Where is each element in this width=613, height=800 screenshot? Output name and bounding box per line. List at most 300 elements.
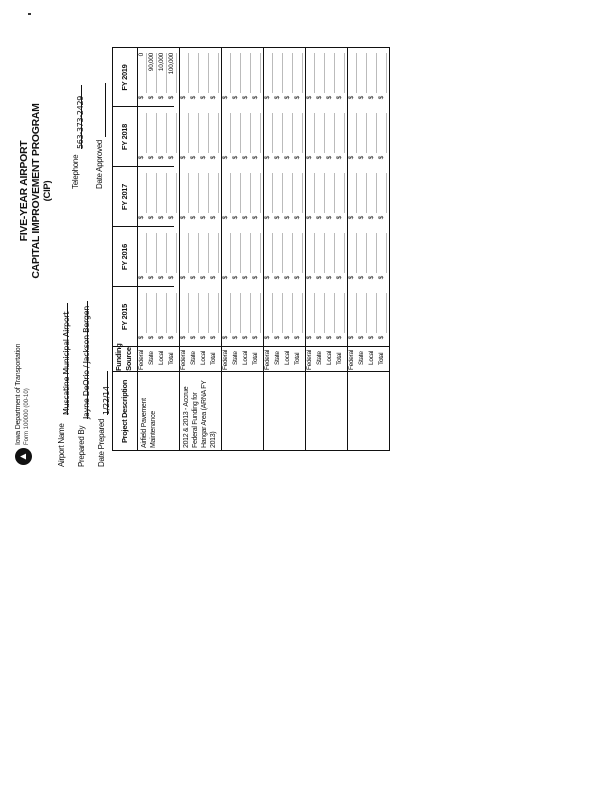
dollar-sign: $ [306, 215, 313, 220]
amount-input-line[interactable] [282, 233, 283, 273]
amount-input-line[interactable] [292, 53, 293, 93]
fy2019-amount: 90,000 [148, 53, 155, 72]
dollar-sign: $ [378, 215, 385, 220]
amount-input-line[interactable] [272, 53, 273, 93]
dollar-sign: $ [264, 215, 271, 220]
dollar-sign: $ [148, 335, 155, 340]
amount-input-line[interactable] [176, 293, 177, 333]
table-header-divider [137, 47, 138, 451]
amount-input-line[interactable] [260, 173, 261, 213]
dollar-sign: $ [190, 335, 197, 340]
dollar-sign: $ [200, 95, 207, 100]
table-top-border [112, 47, 113, 451]
amount-input-line[interactable] [376, 293, 377, 333]
dollar-sign: $ [348, 275, 355, 280]
date-approved-label: Date Approved [95, 139, 104, 189]
amount-input-line[interactable] [166, 113, 167, 153]
dollar-sign: $ [138, 155, 145, 160]
amount-input-line[interactable] [260, 293, 261, 333]
amount-input-line[interactable] [314, 113, 315, 153]
date-approved-field[interactable] [94, 83, 106, 137]
dollar-sign: $ [274, 215, 281, 220]
dollar-sign: $ [138, 215, 145, 220]
amount-input-line[interactable] [230, 53, 231, 93]
amount-input-line[interactable] [250, 53, 251, 93]
dollar-sign: $ [180, 335, 187, 340]
amount-input-line[interactable] [260, 53, 261, 93]
amount-input-line[interactable] [176, 53, 177, 93]
funding-source-label: Local [242, 350, 249, 365]
amount-input-line[interactable] [188, 233, 189, 273]
amount-input-line[interactable] [356, 293, 357, 333]
prepared-by-field[interactable] [76, 301, 91, 419]
amount-input-line[interactable] [208, 53, 209, 93]
amount-input-line[interactable] [356, 113, 357, 153]
dollar-sign: $ [242, 155, 249, 160]
amount-input-line[interactable] [146, 233, 147, 273]
amount-input-line[interactable] [156, 233, 157, 273]
dollar-sign: $ [368, 155, 375, 160]
dollar-sign: $ [284, 275, 291, 280]
dollar-sign: $ [284, 95, 291, 100]
funding-source-label: Total [294, 352, 301, 365]
dollar-sign: $ [358, 335, 365, 340]
dollar-sign: $ [168, 335, 175, 340]
amount-input-line[interactable] [292, 173, 293, 213]
scan-speck [28, 13, 31, 15]
amount-input-line[interactable] [334, 113, 335, 153]
funding-source-label: Local [284, 350, 291, 365]
dollar-sign: $ [294, 215, 301, 220]
funding-source-label: Local [326, 350, 333, 365]
amount-input-line[interactable] [386, 113, 387, 153]
dollar-sign: $ [200, 335, 207, 340]
amount-input-line[interactable] [250, 113, 251, 153]
amount-input-line[interactable] [146, 293, 147, 333]
dollar-sign: $ [306, 275, 313, 280]
amount-input-line[interactable] [334, 293, 335, 333]
amount-input-line[interactable] [272, 113, 273, 153]
funding-source-label: Federal [348, 350, 355, 370]
amount-input-line[interactable] [334, 53, 335, 93]
dollar-sign: $ [190, 215, 197, 220]
date-prepared-value: 1/22/14 [102, 386, 111, 415]
dollar-sign: $ [294, 335, 301, 340]
amount-input-line[interactable] [230, 293, 231, 333]
dollar-sign: $ [210, 155, 217, 160]
dollar-sign: $ [306, 95, 313, 100]
amount-input-line[interactable] [282, 173, 283, 213]
dollar-sign: $ [274, 275, 281, 280]
cip-form [9, 39, 569, 471]
funding-source-label: Federal [264, 350, 271, 370]
amount-input-line[interactable] [156, 53, 157, 93]
dollar-sign: $ [158, 215, 165, 220]
dollar-sign: $ [348, 95, 355, 100]
dollar-sign: $ [252, 275, 259, 280]
amount-input-line[interactable] [376, 233, 377, 273]
dollar-sign: $ [284, 215, 291, 220]
amount-input-line[interactable] [260, 113, 261, 153]
dollar-sign: $ [168, 95, 175, 100]
amount-input-line[interactable] [344, 233, 345, 273]
dollar-sign: $ [242, 215, 249, 220]
dollar-sign: $ [358, 95, 365, 100]
dollar-sign: $ [168, 215, 175, 220]
funding-source-label: Total [378, 352, 385, 365]
dollar-sign: $ [222, 335, 229, 340]
amount-input-line[interactable] [208, 173, 209, 213]
dollar-sign: $ [348, 215, 355, 220]
airport-name-label: Airport Name [57, 423, 66, 467]
form-abbrev: (CIP) [42, 180, 53, 202]
amount-input-line[interactable] [282, 113, 283, 153]
cip-table [112, 48, 389, 451]
date-prepared-field[interactable] [96, 371, 111, 415]
dollar-sign: $ [264, 275, 271, 280]
amount-input-line[interactable] [250, 293, 251, 333]
amount-input-line[interactable] [208, 113, 209, 153]
amount-input-line[interactable] [334, 233, 335, 273]
telephone-field[interactable] [70, 85, 85, 149]
dollar-sign: $ [252, 335, 259, 340]
dollar-sign: $ [378, 95, 385, 100]
amount-input-line[interactable] [146, 53, 147, 93]
dollar-sign: $ [242, 335, 249, 340]
dollar-sign: $ [368, 215, 375, 220]
amount-input-line[interactable] [282, 293, 283, 333]
dollar-sign: $ [336, 95, 343, 100]
dollar-sign: $ [168, 275, 175, 280]
dollar-sign: $ [264, 155, 271, 160]
amount-input-line[interactable] [208, 293, 209, 333]
funding-source-label: State [358, 351, 365, 365]
dollar-sign: $ [306, 335, 313, 340]
dollar-sign: $ [222, 275, 229, 280]
dollar-sign: $ [358, 215, 365, 220]
amount-input-line[interactable] [376, 113, 377, 153]
amount-input-line[interactable] [218, 53, 219, 93]
amount-input-line[interactable] [292, 293, 293, 333]
dollar-sign: $ [148, 275, 155, 280]
amount-input-line[interactable] [386, 233, 387, 273]
dollar-sign: $ [180, 215, 187, 220]
airport-name-field[interactable] [56, 303, 71, 415]
dollar-sign: $ [264, 95, 271, 100]
dollar-sign: $ [274, 95, 281, 100]
funding-source-label: Total [336, 352, 343, 365]
dollar-sign: $ [222, 155, 229, 160]
project-description: Airfield Pavement Maintenance [141, 398, 157, 448]
year-header-fy2017: FY 2017 [120, 183, 129, 211]
amount-input-line[interactable] [156, 173, 157, 213]
dollar-sign: $ [180, 155, 187, 160]
amount-input-line[interactable] [356, 173, 357, 213]
amount-input-line[interactable] [366, 233, 367, 273]
amount-input-line[interactable] [272, 173, 273, 213]
amount-input-line[interactable] [324, 233, 325, 273]
dollar-sign: $ [316, 95, 323, 100]
dollar-sign: $ [210, 275, 217, 280]
dollar-sign: $ [294, 155, 301, 160]
dollar-sign: $ [158, 275, 165, 280]
dollar-sign: $ [148, 95, 155, 100]
amount-input-line[interactable] [240, 233, 241, 273]
amount-input-line[interactable] [188, 113, 189, 153]
dollar-sign: $ [358, 155, 365, 160]
dollar-sign: $ [190, 155, 197, 160]
amount-input-line[interactable] [218, 173, 219, 213]
dollar-sign: $ [232, 335, 239, 340]
amount-input-line[interactable] [230, 113, 231, 153]
amount-input-line[interactable] [314, 173, 315, 213]
funding-source-label: Total [252, 352, 259, 365]
dollar-sign: $ [180, 275, 187, 280]
amount-input-line[interactable] [324, 173, 325, 213]
dollar-sign: $ [348, 155, 355, 160]
amount-input-line[interactable] [376, 173, 377, 213]
amount-input-line[interactable] [166, 293, 167, 333]
amount-input-line[interactable] [188, 293, 189, 333]
amount-input-line[interactable] [146, 173, 147, 213]
date-prepared-label: Date Prepared [97, 418, 106, 467]
amount-input-line[interactable] [386, 293, 387, 333]
dollar-sign: $ [210, 335, 217, 340]
dollar-sign: $ [326, 215, 333, 220]
amount-input-line[interactable] [282, 53, 283, 93]
dollar-sign: $ [284, 155, 291, 160]
amount-input-line[interactable] [260, 233, 261, 273]
dollar-sign: $ [138, 275, 145, 280]
dollar-sign: $ [242, 275, 249, 280]
project-description-header: Project Description [120, 379, 129, 444]
amount-input-line[interactable] [314, 293, 315, 333]
dollar-sign: $ [252, 155, 259, 160]
amount-input-line[interactable] [366, 293, 367, 333]
amount-input-line[interactable] [198, 233, 199, 273]
dollar-sign: $ [138, 335, 145, 340]
dollar-sign: $ [190, 95, 197, 100]
dollar-sign: $ [222, 215, 229, 220]
amount-input-line[interactable] [356, 53, 357, 93]
amount-input-line[interactable] [188, 53, 189, 93]
dollar-sign: $ [378, 155, 385, 160]
amount-input-line[interactable] [292, 233, 293, 273]
dollar-sign: $ [158, 335, 165, 340]
dollar-sign: $ [200, 215, 207, 220]
dollar-sign: $ [264, 335, 271, 340]
dollar-sign: $ [210, 95, 217, 100]
amount-input-line[interactable] [188, 173, 189, 213]
dollar-sign: $ [274, 335, 281, 340]
amount-input-line[interactable] [324, 293, 325, 333]
amount-input-line[interactable] [240, 173, 241, 213]
dollar-sign: $ [232, 155, 239, 160]
prepared-by-label: Prepared By [77, 425, 86, 467]
amount-input-line[interactable] [386, 53, 387, 93]
funding-source-label: Federal [180, 350, 187, 370]
amount-input-line[interactable] [314, 53, 315, 93]
amount-input-line[interactable] [166, 53, 167, 93]
fy2019-amount: 10,000 [158, 53, 165, 72]
amount-input-line[interactable] [366, 173, 367, 213]
funding-source-label: Total [210, 352, 217, 365]
dollar-sign: $ [326, 95, 333, 100]
amount-input-line[interactable] [198, 293, 199, 333]
funding-source-label: Local [158, 350, 165, 365]
dollar-sign: $ [336, 275, 343, 280]
dollar-sign: $ [284, 335, 291, 340]
dollar-sign: $ [232, 275, 239, 280]
year-header-fy2016: FY 2016 [120, 243, 129, 271]
amount-input-line[interactable] [198, 113, 199, 153]
amount-input-line[interactable] [250, 233, 251, 273]
agency-name: Iowa Department of Transportation [15, 343, 22, 445]
amount-input-line[interactable] [272, 293, 273, 333]
telephone-value: 563-373-2429 [76, 95, 85, 149]
amount-input-line[interactable] [156, 113, 157, 153]
amount-input-line[interactable] [176, 173, 177, 213]
dollar-sign: $ [232, 215, 239, 220]
amount-input-line[interactable] [292, 113, 293, 153]
amount-input-line[interactable] [272, 233, 273, 273]
amount-input-line[interactable] [344, 293, 345, 333]
amount-input-line[interactable] [176, 113, 177, 153]
dollar-sign: $ [222, 95, 229, 100]
amount-input-line[interactable] [366, 113, 367, 153]
amount-input-line[interactable] [324, 53, 325, 93]
amount-input-line[interactable] [218, 293, 219, 333]
amount-input-line[interactable] [208, 233, 209, 273]
dot-logo-icon: ▲ [15, 448, 32, 465]
amount-input-line[interactable] [230, 233, 231, 273]
funding-source-label: Local [368, 350, 375, 365]
amount-input-line[interactable] [302, 173, 303, 213]
dollar-sign: $ [210, 215, 217, 220]
dollar-sign: $ [358, 275, 365, 280]
amount-input-line[interactable] [344, 53, 345, 93]
year-header-fy2015: FY 2015 [120, 303, 129, 331]
dollar-sign: $ [190, 275, 197, 280]
amount-input-line[interactable] [250, 173, 251, 213]
project-block-divider [221, 47, 222, 451]
dollar-sign: $ [316, 215, 323, 220]
dollar-sign: $ [158, 95, 165, 100]
amount-input-line[interactable] [302, 53, 303, 93]
dollar-sign: $ [316, 155, 323, 160]
dollar-sign: $ [378, 335, 385, 340]
form-title: FIVE-YEAR AIRPORT [18, 140, 30, 242]
dollar-sign: $ [158, 155, 165, 160]
project-block-divider [305, 47, 306, 451]
amount-input-line[interactable] [198, 53, 199, 93]
dollar-sign: $ [138, 95, 145, 100]
dollar-sign: $ [368, 335, 375, 340]
funding-source-label: Total [168, 352, 175, 365]
dollar-sign: $ [232, 95, 239, 100]
funding-source-label: State [148, 351, 155, 365]
amount-input-line[interactable] [386, 173, 387, 213]
funding-source-label: State [316, 351, 323, 365]
project-block-divider [263, 47, 264, 451]
project-block-divider [347, 47, 348, 451]
amount-input-line[interactable] [166, 233, 167, 273]
year-header-fy2018: FY 2018 [120, 123, 129, 151]
dollar-sign: $ [200, 155, 207, 160]
amount-input-line[interactable] [230, 173, 231, 213]
dollar-sign: $ [294, 95, 301, 100]
funding-source-label: Federal [222, 350, 229, 370]
amount-input-line[interactable] [376, 53, 377, 93]
funding-source-label: Federal [138, 350, 145, 370]
project-description: 2012 & 2013 - Accrue Federal Funding for Hangar Area (ARNA FY 2013) [183, 380, 217, 448]
amount-input-line[interactable] [302, 293, 303, 333]
project-block-divider [389, 47, 390, 451]
dollar-sign: $ [252, 215, 259, 220]
dollar-sign: $ [294, 275, 301, 280]
amount-input-line[interactable] [240, 293, 241, 333]
dollar-sign: $ [316, 335, 323, 340]
funding-source-header: Funding Source [114, 343, 133, 371]
dollar-sign: $ [326, 335, 333, 340]
dollar-sign: $ [316, 275, 323, 280]
dollar-sign: $ [326, 155, 333, 160]
amount-input-line[interactable] [240, 53, 241, 93]
amount-input-line[interactable] [356, 233, 357, 273]
amount-input-line[interactable] [302, 233, 303, 273]
dollar-sign: $ [368, 95, 375, 100]
amount-input-line[interactable] [324, 113, 325, 153]
dollar-sign: $ [336, 335, 343, 340]
amount-input-line[interactable] [334, 173, 335, 213]
year-header-fy2019: FY 2019 [120, 64, 129, 91]
amount-input-line[interactable] [344, 113, 345, 153]
dollar-sign: $ [148, 155, 155, 160]
dollar-sign: $ [378, 275, 385, 280]
amount-input-line[interactable] [198, 173, 199, 213]
dollar-sign: $ [242, 95, 249, 100]
funding-source-label: Federal [306, 350, 313, 370]
amount-input-line[interactable] [218, 233, 219, 273]
amount-input-line[interactable] [314, 233, 315, 273]
project-block-divider [179, 47, 180, 451]
prepared-by-value: Jayne DeOrio / Jackson Bergen [82, 306, 91, 419]
amount-input-line[interactable] [166, 173, 167, 213]
dollar-sign: $ [348, 335, 355, 340]
amount-input-line[interactable] [302, 113, 303, 153]
telephone-label: Telephone [71, 154, 80, 189]
dollar-sign: $ [200, 275, 207, 280]
dollar-sign: $ [180, 95, 187, 100]
dollar-sign: $ [336, 155, 343, 160]
dollar-sign: $ [336, 215, 343, 220]
amount-input-line[interactable] [240, 113, 241, 153]
amount-input-line[interactable] [344, 173, 345, 213]
funding-source-label: State [190, 351, 197, 365]
amount-input-line[interactable] [218, 113, 219, 153]
amount-input-line[interactable] [156, 293, 157, 333]
dollar-sign: $ [274, 155, 281, 160]
dollar-sign: $ [148, 215, 155, 220]
funding-source-label: State [274, 351, 281, 365]
dollar-sign: $ [368, 275, 375, 280]
dollar-sign: $ [306, 155, 313, 160]
fy2019-amount: 100,000 [168, 53, 175, 75]
amount-input-line[interactable] [146, 113, 147, 153]
amount-input-line[interactable] [176, 233, 177, 273]
agency-form-number: Form 100000 (00-10) [24, 388, 30, 445]
amount-input-line[interactable] [366, 53, 367, 93]
